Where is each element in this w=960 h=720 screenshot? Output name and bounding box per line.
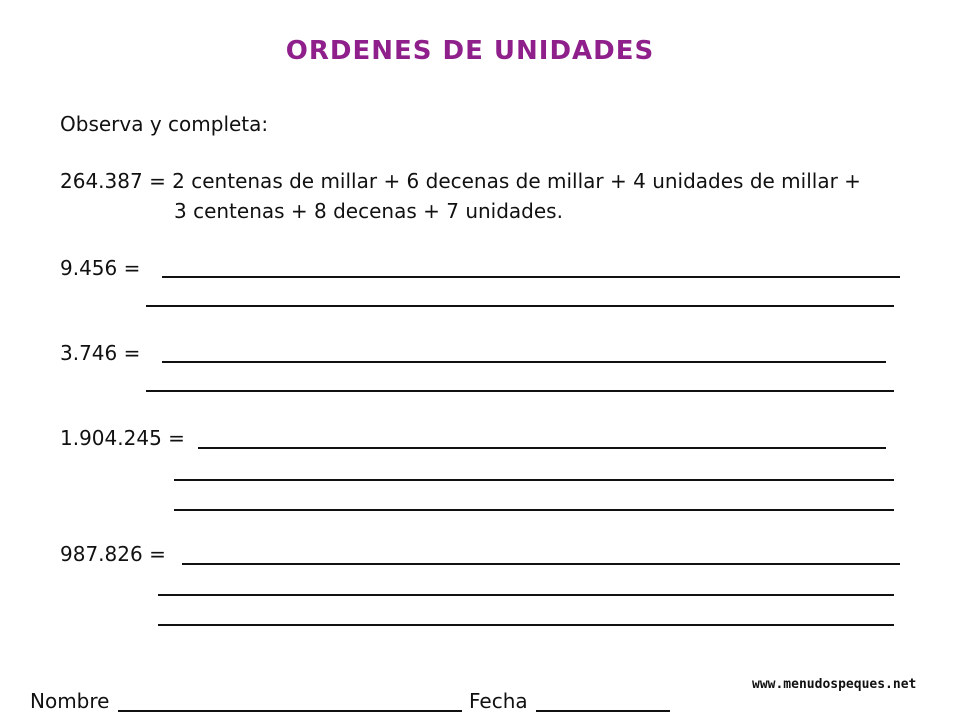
answer-line[interactable] — [162, 361, 886, 363]
instruction-text: Observa y completa: — [60, 112, 269, 136]
answer-line[interactable] — [158, 594, 894, 596]
answer-line[interactable] — [174, 479, 894, 481]
name-field-line[interactable] — [118, 710, 462, 712]
exercise-label-3: 1.904.245 = — [60, 426, 185, 450]
page-title: ORDENES DE UNIDADES — [285, 36, 655, 66]
answer-line[interactable] — [182, 563, 900, 565]
exercise-label-4: 987.826 = — [60, 542, 166, 566]
answer-line[interactable] — [146, 390, 894, 392]
answer-line[interactable] — [198, 447, 886, 449]
answer-line[interactable] — [174, 509, 894, 511]
date-label: Fecha — [469, 689, 528, 713]
answer-line[interactable] — [146, 305, 894, 307]
example-line-2: 3 centenas + 8 decenas + 7 unidades. — [174, 199, 563, 223]
answer-line[interactable] — [158, 624, 894, 626]
date-field-line[interactable] — [536, 710, 670, 712]
answer-line[interactable] — [162, 276, 900, 278]
example-line-1: 264.387 = 2 centenas de millar + 6 decenas de millar + 4 unidades de millar + — [60, 169, 861, 193]
exercise-label-1: 9.456 = — [60, 256, 141, 280]
website-url: www.menudospeques.net — [752, 677, 917, 692]
exercise-label-2: 3.746 = — [60, 341, 141, 365]
name-label: Nombre — [30, 689, 110, 713]
